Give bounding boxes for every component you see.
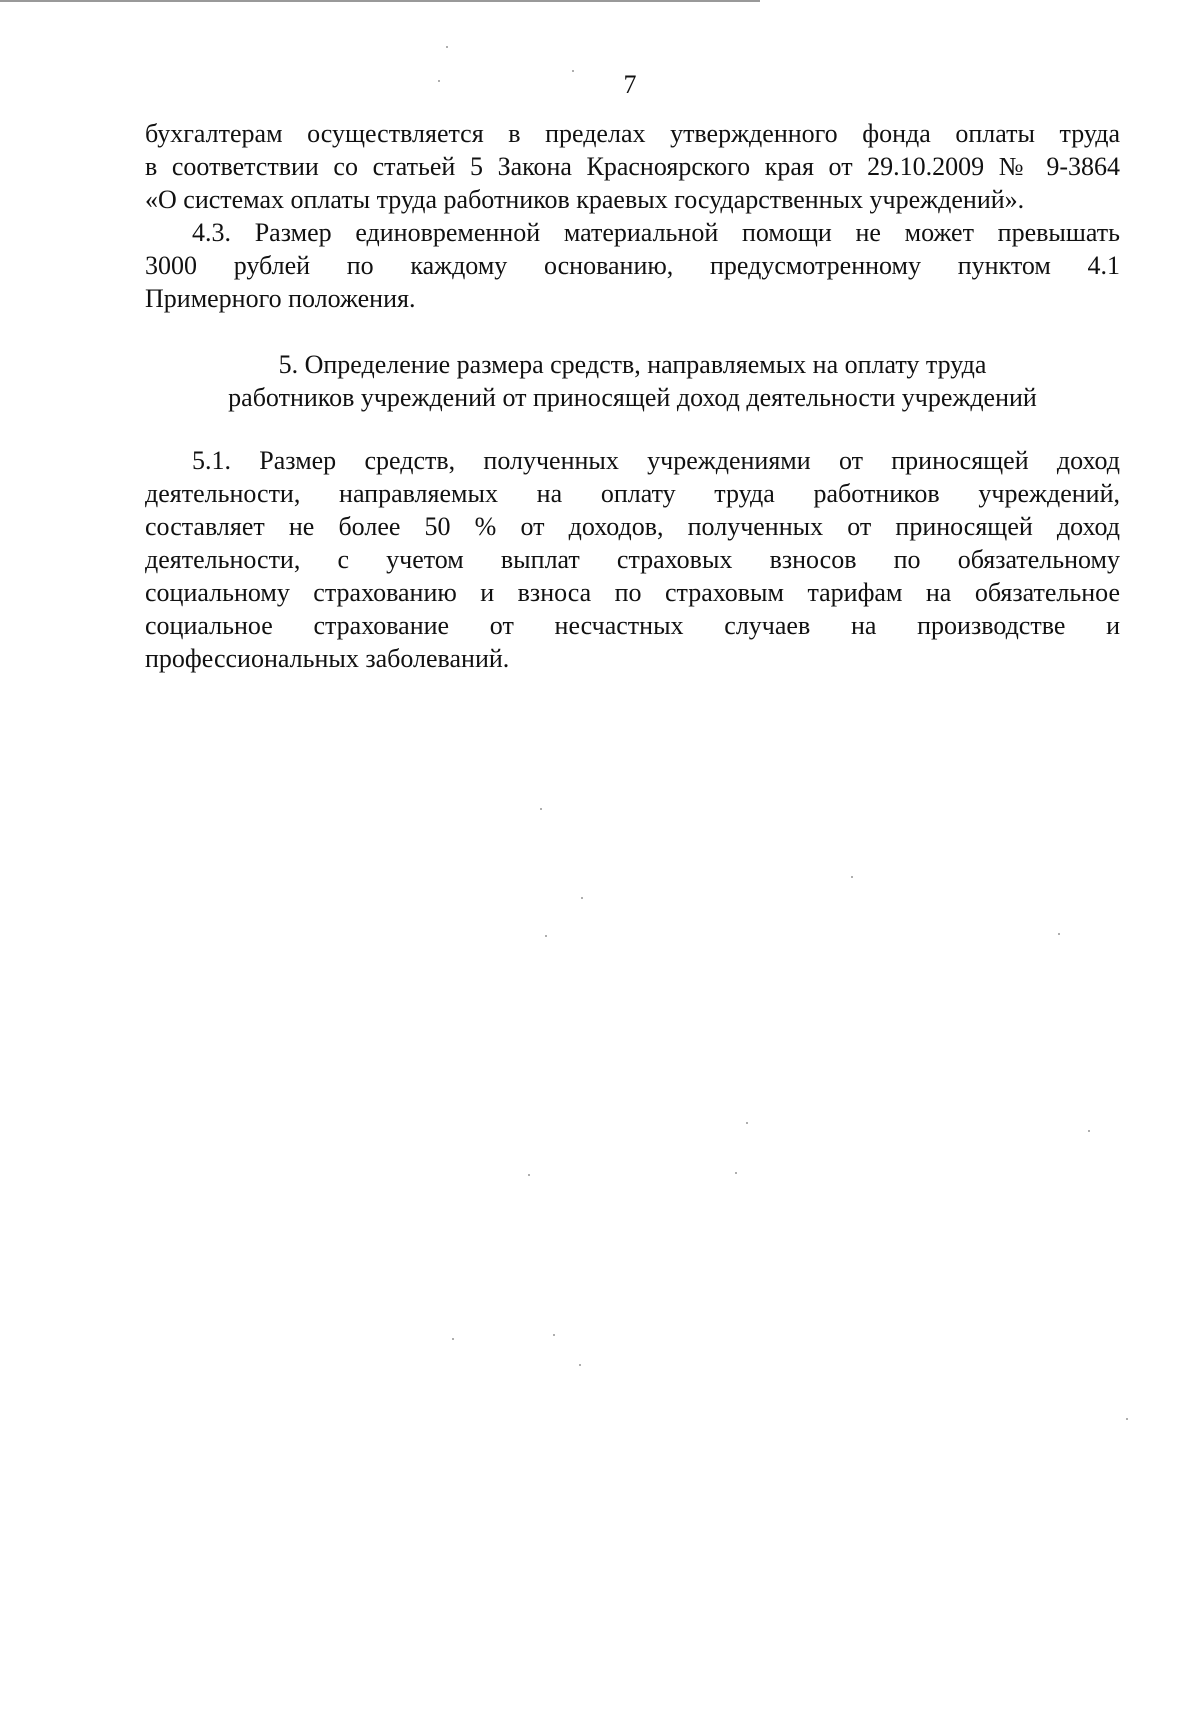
section-5-heading (145, 348, 1120, 414)
paragraph-continuation (145, 117, 1120, 216)
text-line: социальному страхованию и взноса по страховым тарифам на обязательное (145, 578, 1120, 607)
text-line: социальное страхование от несчастных случаев на производстве и (145, 611, 1120, 640)
text-line: «О системах оплаты труда работников краевых государственных учреждений». (145, 185, 1025, 214)
text-line: 3000 рублей по каждому основанию, предусмотренному пунктом 4.1 (145, 251, 1120, 280)
scan-speck (446, 46, 448, 48)
scan-speck (553, 1334, 555, 1336)
scan-speck (438, 80, 440, 82)
text-line: Примерного положения. (145, 284, 416, 313)
text-line: 4.3. Размер единовременной материальной помощи не может превышать (192, 218, 1120, 247)
scan-speck (746, 1122, 748, 1124)
text-line: деятельности, с учетом выплат страховых взносов по обязательному (145, 545, 1120, 574)
scan-speck (540, 808, 542, 810)
scan-edge-line (0, 0, 760, 2)
scan-speck (545, 935, 547, 937)
text-line: бухгалтерам осуществляется в пределах утвержденного фонда оплаты труда (145, 119, 1120, 148)
scan-speck (452, 1338, 454, 1340)
scan-speck (1088, 1130, 1090, 1132)
heading-line: работников учреждений от приносящей доход деятельности учреждений (228, 383, 1037, 412)
text-line: профессиональных заболеваний. (145, 644, 510, 673)
scan-speck (572, 70, 574, 72)
document-body (145, 117, 1120, 675)
scan-speck (528, 1174, 530, 1176)
text-line: в соответствии со статьей 5 Закона Красноярского края от 29.10.2009 № 9-3864 (145, 152, 1120, 181)
paragraph-5-1 (145, 444, 1120, 675)
text-line: деятельности, направляемых на оплату труда работников учреждений, (145, 479, 1120, 508)
page-number: 7 (623, 70, 637, 99)
text-line: составляет не более 50 % от доходов, полученных от приносящей доход (145, 512, 1120, 541)
scan-speck (735, 1172, 737, 1174)
text-line: 5.1. Размер средств, полученных учреждениями от приносящей доход (192, 446, 1120, 475)
heading-line: 5. Определение размера средств, направляемых на оплату труда (278, 350, 987, 379)
scan-speck (1126, 1418, 1128, 1420)
paragraph-4-3 (145, 216, 1120, 315)
scan-speck (851, 876, 853, 878)
scan-speck (1058, 933, 1060, 935)
scan-speck (581, 897, 583, 899)
scan-speck (579, 1364, 581, 1366)
